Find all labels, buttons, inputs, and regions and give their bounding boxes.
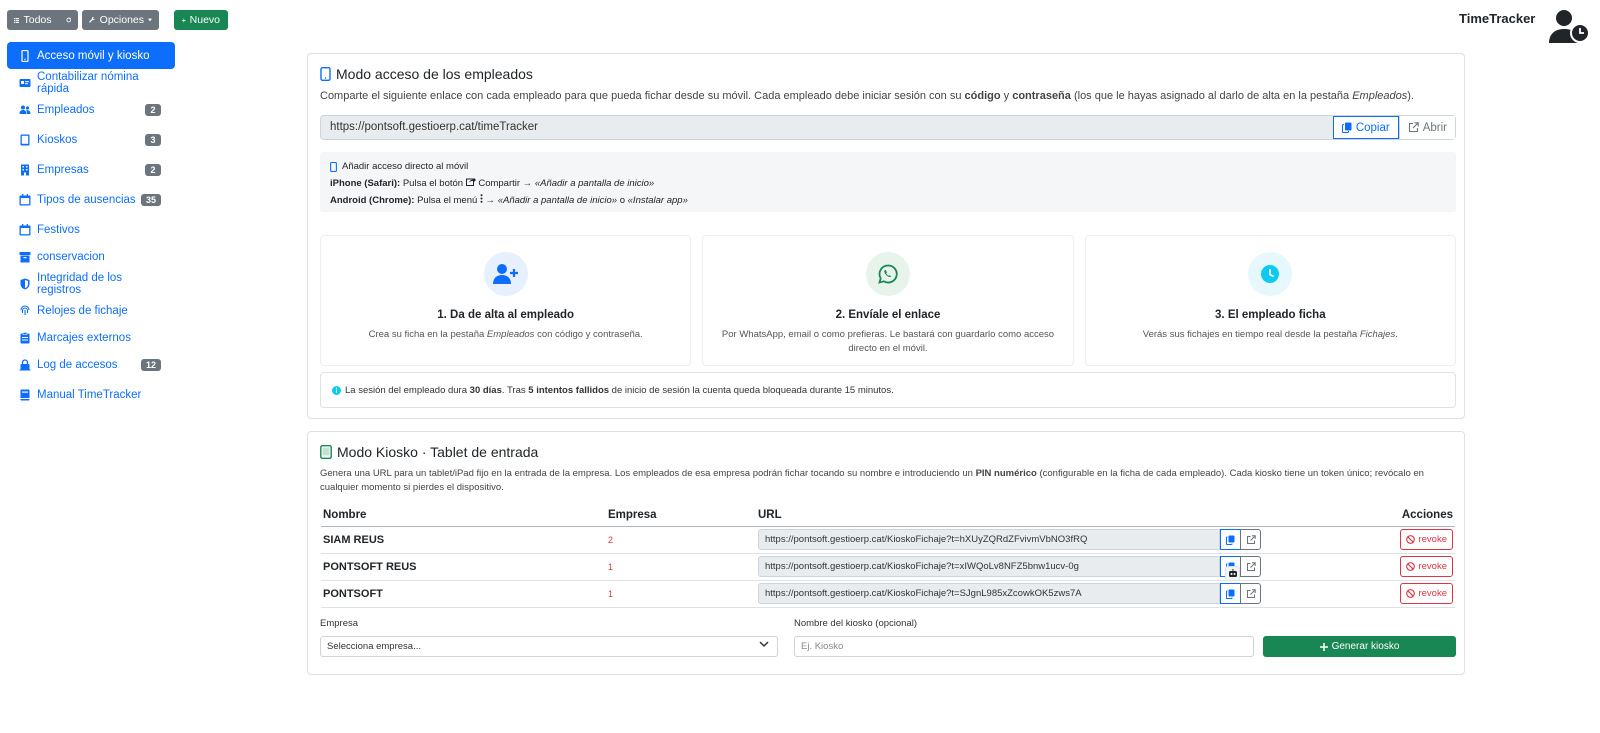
sidebar-item-empresas[interactable]: [7, 156, 175, 183]
session-note: [320, 372, 1456, 408]
desc-text: Comparte el siguiente enlace con cada empleado para que pueda fichar desde su móvil. Cada empleado debe iniciar sesión con su: [320, 90, 965, 102]
sidebar-item-relojes[interactable]: [7, 297, 175, 324]
kiosk-name-label: Nombre del kiosko (opcional): [794, 618, 918, 629]
copy-button[interactable]: [1333, 116, 1399, 139]
mobile-icon: [19, 50, 31, 62]
sidebar-item-festivos[interactable]: [7, 216, 175, 243]
book-icon: [19, 389, 31, 401]
table-row: [321, 526, 1455, 553]
external-link-icon: [1408, 122, 1419, 133]
user-plus-icon: [493, 263, 519, 285]
sidebar-item-log-accesos[interactable]: [7, 351, 175, 378]
shield-icon: [19, 278, 31, 290]
tip-iphone: [330, 175, 1446, 192]
revoke-label: revoke: [1418, 561, 1447, 572]
tip-text: →: [482, 195, 498, 206]
note-days: 30 días: [469, 384, 502, 396]
note-attempts: 5 intentos fallidos: [528, 384, 610, 396]
shortcut-tip: [320, 152, 1456, 212]
open-label: Abrir: [1422, 121, 1447, 134]
clipboard-icon: [19, 332, 31, 344]
empresa-select[interactable]: [320, 636, 778, 657]
kiosk-empresa-count[interactable]: 1: [606, 553, 756, 580]
kiosk-url-field[interactable]: https://pontsoft.gestioerp.cat/KioskoFichaje?t=hXUyZQRdZFvivmVbNO3fRQ: [758, 529, 1220, 550]
revoke-label: revoke: [1418, 588, 1447, 599]
app-brand: TimeTracker: [1459, 11, 1536, 26]
kiosk-name: SIAM REUS: [321, 526, 606, 553]
kiosk-table: [321, 505, 1455, 608]
external-link-icon: [1246, 589, 1256, 599]
col-empresa: Empresa: [606, 505, 756, 526]
robot-tooltip-icon: [1225, 566, 1240, 581]
copy-label: Copiar: [1355, 121, 1390, 134]
revoke-button[interactable]: [1400, 556, 1453, 577]
copy-url-button[interactable]: [1220, 583, 1241, 604]
desc-password: contraseña: [1012, 90, 1071, 102]
sidebar-item-label: Log de accesos: [37, 358, 118, 371]
todos-label: Todos: [23, 14, 52, 26]
step-card: [702, 235, 1073, 366]
tip-android: [330, 192, 1446, 209]
tablet-icon: [19, 134, 31, 146]
opciones-label: Opciones: [99, 14, 145, 26]
sidebar-item-label: Contabilizar nómina rápida: [37, 70, 139, 95]
count-badge: 3: [145, 134, 161, 146]
kiosk-url-group: [758, 529, 1333, 550]
step-title: 2. Envíale el enlace: [835, 309, 941, 321]
table-row: [321, 553, 1455, 580]
step-title: 3. El empleado ficha: [1215, 309, 1326, 321]
desc-text: ).: [1407, 90, 1414, 102]
tip-text: Pulsa el menú: [414, 195, 480, 206]
access-url-group: [320, 115, 1456, 140]
sidebar-item-label: conservacion: [37, 250, 105, 263]
id-card-icon: [19, 77, 31, 89]
sidebar-item-label: Festivos: [37, 223, 80, 236]
plus-icon: [1320, 643, 1328, 651]
access-card: [307, 53, 1465, 419]
sidebar-item-nomina[interactable]: [7, 69, 175, 96]
kiosk-url-group: [758, 583, 1333, 604]
kiosk-title-text: Modo Kiosko · Tablet de entrada: [337, 444, 539, 460]
sidebar-item-marcajes[interactable]: [7, 324, 175, 351]
tip-text: o: [617, 195, 628, 206]
tip-title-text: Añadir acceso directo al móvil: [342, 161, 469, 172]
sidebar-item-label: Manual TimeTracker: [37, 388, 142, 401]
plus-icon: [182, 16, 186, 25]
desc-code: código: [964, 90, 1001, 102]
step-title: 1. Da de alta al empleado: [437, 309, 575, 321]
kiosk-url-field[interactable]: https://pontsoft.gestioerp.cat/KioskoFichaje?t=xIWQoLv8NFZ5bnw1ucv-0g: [758, 556, 1220, 577]
calendar-icon: [19, 194, 31, 206]
iphone-label: iPhone (Safari):: [330, 178, 401, 189]
sidebar-item-integridad[interactable]: [7, 270, 175, 297]
sidebar: [7, 42, 175, 408]
tip-title: [330, 158, 1446, 175]
open-button[interactable]: [1399, 116, 1455, 139]
calendar-icon: [19, 224, 31, 236]
step-icon-circle: [866, 252, 910, 296]
chevron-down-icon: [759, 641, 769, 648]
user-clock-icon[interactable]: [1549, 9, 1591, 43]
desc-pin: PIN numérico: [975, 468, 1037, 479]
desc-text: (configurable en la ficha de cada empleado). Cada kiosko tiene un token único; revócalo en cualquier momento si pierdes el dispositivo.: [320, 468, 1424, 493]
todos-button[interactable]: [7, 10, 78, 30]
archive-icon: [19, 251, 31, 263]
tip-text: Pulsa el botón: [400, 178, 466, 189]
access-description: [320, 89, 1414, 104]
desc-text: Genera una URL para un tablet/iPad fijo en la entrada de la empresa. Los empleados de esa empresa podrán fichar tocando su nombre e introduciendo un: [320, 468, 976, 479]
sidebar-item-empleados[interactable]: [7, 96, 175, 123]
step-icon-circle: [484, 252, 528, 296]
sidebar-item-conservacion[interactable]: [7, 243, 175, 270]
kiosk-name-input[interactable]: Ej. Kiosko: [794, 636, 1254, 657]
tip-target: «Instalar app»: [627, 195, 688, 206]
table-row: [321, 580, 1455, 607]
mobile-icon: [330, 162, 337, 172]
count-badge: 35: [141, 194, 161, 206]
step-card: [1085, 235, 1456, 366]
sidebar-item-label: Empleados: [37, 103, 95, 116]
ban-icon: [1406, 535, 1415, 544]
empresa-label: Empresa: [320, 618, 359, 629]
step-card: [320, 235, 691, 366]
sidebar-item-label: Tipos de ausencias: [37, 193, 136, 206]
note-text: . Tras: [501, 384, 529, 396]
steps-row: [320, 235, 1456, 366]
open-url-button[interactable]: [1240, 583, 1261, 604]
step-text: Crea su ficha en la pestaña Empleados con código y contraseña.: [368, 329, 643, 340]
note-text: La sesión del empleado dura: [345, 384, 470, 396]
kiosk-card: [307, 431, 1465, 675]
note-text: de inicio de sesión la cuenta queda bloqueada durante 15 minutos.: [609, 384, 894, 396]
kiosk-empresa-count[interactable]: 2: [606, 526, 756, 553]
sidebar-item-kioskos[interactable]: [7, 126, 175, 153]
clock-icon: [1260, 264, 1280, 284]
tip-target: «Añadir a pantalla de inicio»: [534, 178, 655, 189]
open-url-button[interactable]: [1240, 529, 1261, 550]
sidebar-item-label: Relojes de fichaje: [37, 304, 128, 317]
step-text: Por WhatsApp, email o como prefieras. Le bastará con guardarlo como acceso directo en el móvil.: [721, 329, 1055, 354]
sidebar-item-label: Kioskos: [37, 133, 78, 146]
lock-icon: [19, 359, 31, 371]
desc-text: y: [1000, 90, 1013, 102]
count-badge: 2: [145, 104, 161, 116]
info-icon: [332, 386, 341, 395]
sidebar-item-label: Empresas: [37, 163, 89, 176]
col-acciones: Acciones: [1335, 505, 1455, 526]
tablet-icon: [320, 445, 332, 459]
count-badge: 2: [145, 164, 161, 176]
open-url-button[interactable]: [1240, 556, 1261, 577]
revoke-label: revoke: [1418, 534, 1447, 545]
building-icon: [19, 164, 31, 176]
access-title: [320, 66, 533, 82]
mobile-icon: [320, 67, 331, 81]
copy-icon: [1342, 122, 1352, 133]
ban-icon: [1406, 562, 1415, 571]
top-toolbar: [7, 10, 228, 30]
android-label: Android (Chrome):: [330, 195, 415, 206]
whatsapp-icon: [878, 264, 898, 284]
kiosk-description: [320, 467, 1456, 495]
opciones-button[interactable]: [82, 10, 159, 30]
empresa-select-value: Selecciona empresa...: [327, 641, 421, 652]
kiosk-name: PONTSOFT REUS: [321, 553, 606, 580]
count-badge: 12: [141, 359, 161, 371]
generate-kiosk-label: Generar kiosko: [1331, 641, 1400, 652]
kiosk-empresa-count[interactable]: 1: [606, 580, 756, 607]
col-url: URL: [756, 505, 1335, 526]
desc-text: (los que le hayas asignado al darlo de alta en la pestaña: [1070, 90, 1353, 102]
tip-text: Compartir →: [475, 178, 535, 189]
wrench-icon: [89, 15, 96, 25]
table-header-row: [321, 505, 1455, 526]
sidebar-item-label: Acceso móvil y kiosko: [37, 49, 150, 62]
caret-down-icon: [148, 18, 152, 22]
sidebar-item-tipos-ausencias[interactable]: [7, 186, 175, 213]
share-icon: [466, 177, 476, 186]
kiosk-url-group: [758, 556, 1333, 577]
revoke-button[interactable]: [1400, 529, 1453, 550]
kiosk-url-field[interactable]: https://pontsoft.gestioerp.cat/KioskoFichaje?t=SJgnL985xZcowkOK5zws7A: [758, 583, 1220, 604]
desc-tab: Empleados: [1352, 90, 1408, 102]
tip-target: «Añadir a pantalla de inicio»: [497, 195, 618, 206]
copy-icon: [1226, 589, 1235, 599]
sidebar-item-manual[interactable]: [7, 381, 175, 408]
step-icon-circle: [1248, 252, 1292, 296]
nuevo-button[interactable]: [174, 10, 228, 30]
robot-icon: [1228, 569, 1238, 578]
col-nombre: Nombre: [321, 505, 606, 526]
list-icon: [14, 16, 19, 25]
external-link-icon: [1246, 535, 1256, 545]
access-url-field[interactable]: https://pontsoft.gestioerp.cat/timeTracker: [330, 121, 538, 133]
access-title-text: Modo acceso de los empleados: [336, 66, 533, 82]
sidebar-item-label: Integridad de los registros: [37, 271, 123, 296]
external-link-icon: [1246, 562, 1256, 572]
kiosk-name: PONTSOFT: [321, 580, 606, 607]
step-text: Verás sus fichajes en tiempo real desde la pestaña Fichajes.: [1142, 329, 1398, 340]
users-icon: [19, 104, 31, 116]
nuevo-label: Nuevo: [189, 14, 220, 26]
kiosk-title: [320, 444, 538, 460]
copy-url-button[interactable]: [1220, 529, 1241, 550]
ban-icon: [1406, 589, 1415, 598]
refresh-icon[interactable]: [66, 15, 71, 25]
copy-icon: [1226, 535, 1235, 545]
sidebar-item-label: Marcajes externos: [37, 331, 131, 344]
sidebar-item-acceso-movil[interactable]: [7, 42, 175, 69]
generate-kiosk-button[interactable]: [1263, 636, 1456, 657]
revoke-button[interactable]: [1400, 583, 1453, 604]
fingerprint-icon: [19, 305, 31, 317]
